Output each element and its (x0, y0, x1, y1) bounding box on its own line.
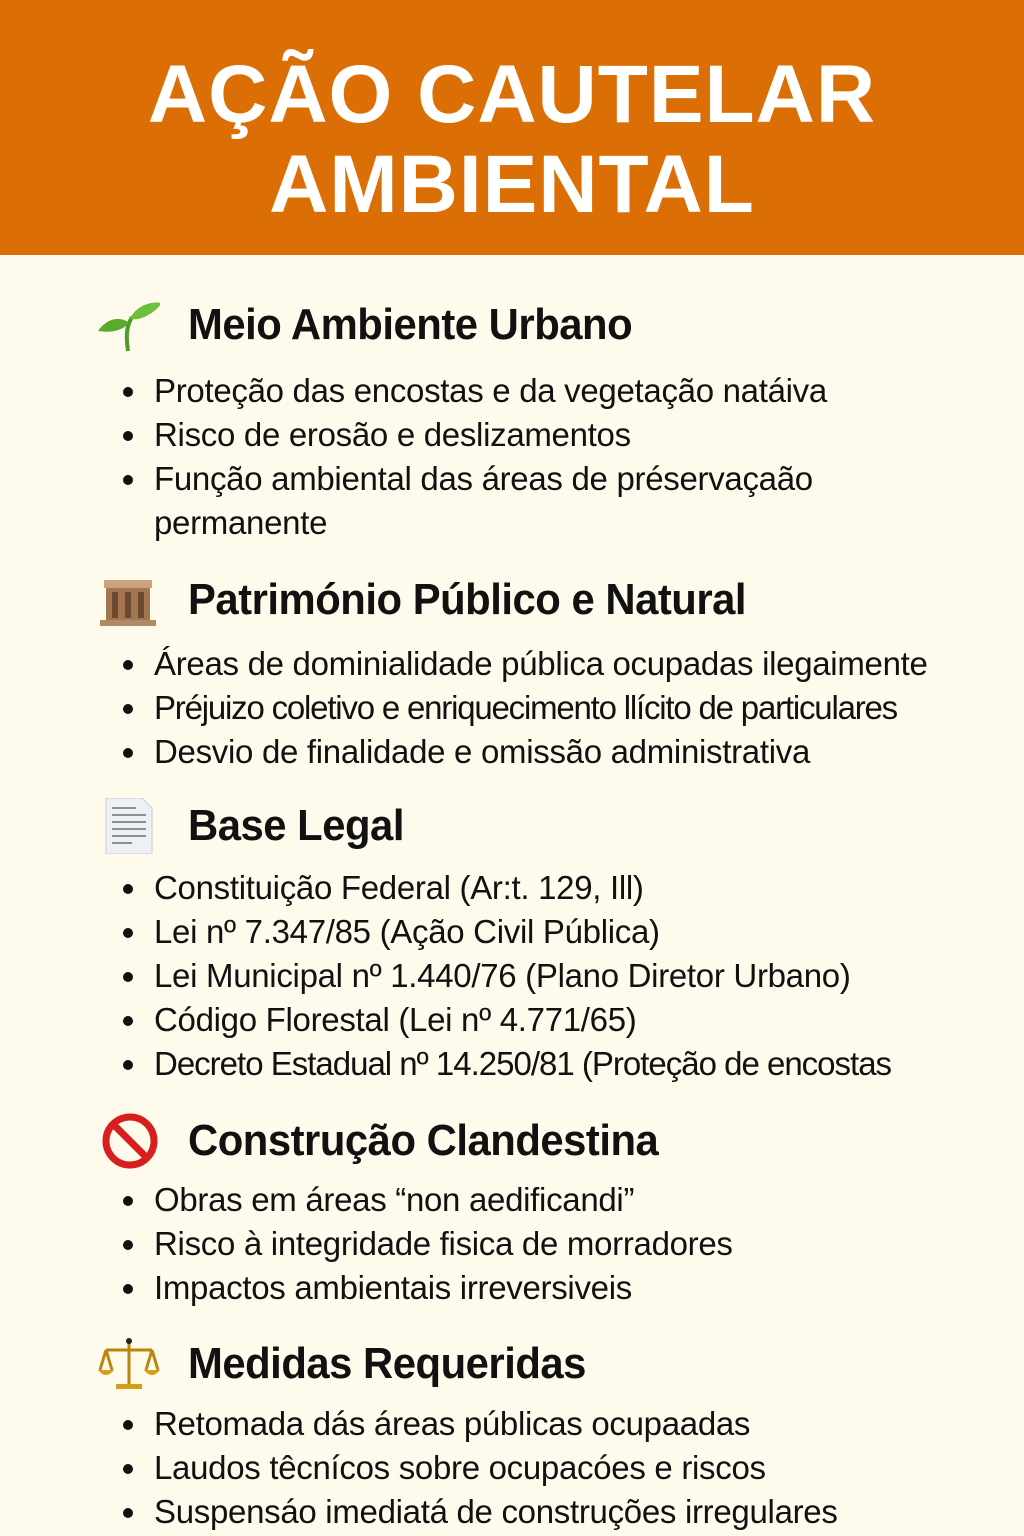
list-item: Risco de erosão e deslizamentos (0, 413, 827, 457)
bullet-list-construcao (0, 1178, 733, 1310)
seedling-icon (96, 297, 160, 353)
bullet-list-patrimonio (0, 642, 928, 774)
section-heading-patrimonio (96, 572, 775, 628)
list-item: Laudos têcnícos sobre ocupacóes e riscos (0, 1446, 838, 1490)
section-heading-construcao (96, 1113, 683, 1169)
document-icon (96, 798, 160, 854)
bullet-list-medidas (0, 1402, 838, 1534)
section-heading-meio-ambiente (96, 297, 656, 353)
list-item: Préjuizo coletivo e enriquecimento llícito de particulares (0, 686, 928, 730)
list-item: Função ambiental das áreas de préservaçaão (0, 457, 827, 501)
list-item: Constituição Federal (Ar:t. 129, Ill) (0, 866, 891, 910)
bullet-list-base-legal (0, 866, 891, 1086)
header-banner (0, 0, 1024, 255)
list-item: Retomada dás áreas públicas ocupaadas (0, 1402, 838, 1446)
balance-scale-icon (96, 1336, 160, 1392)
section-title: Meio Ambiente Urbano (188, 300, 633, 349)
bullet-list-meio-ambiente (0, 369, 827, 545)
section-title: Património Público e Natural (188, 575, 747, 624)
list-item: Impactos ambientais irreversiveis (0, 1266, 733, 1310)
list-item: Risco à integridade fisica de morradores (0, 1222, 733, 1266)
title-line-1: AÇÃO CAUTELAR (147, 49, 877, 140)
list-item: Proteção das encostas e da vegetação natáiva (0, 369, 827, 413)
list-item: Áreas de dominialidade pública ocupadas ilegaimente (0, 642, 928, 686)
prohibited-icon (96, 1113, 160, 1169)
list-item: Desvio de finalidade e omissão administrativa (0, 730, 928, 774)
section-heading-base-legal (96, 798, 415, 854)
list-item: Decreto Estadual nº 14.250/81 (Proteção de encostas (0, 1042, 891, 1086)
list-item: Suspensáo imediatá de construções irregulares (0, 1490, 838, 1534)
list-item: Código Florestal (Lei nº 4.771/65) (0, 998, 891, 1042)
title-line-2: AMBIENTAL (269, 139, 755, 230)
list-item: Obras em áreas “non aedificandi” (0, 1178, 733, 1222)
list-item: Lei nº 7.347/85 (Ação Civil Pública) (0, 910, 891, 954)
section-title: Medidas Requeridas (188, 1339, 586, 1388)
list-item-continuation: permanente (154, 504, 328, 541)
section-title: Construção Clandestina (188, 1116, 659, 1165)
section-title: Base Legal (188, 801, 404, 850)
section-heading-medidas (96, 1336, 607, 1392)
classical-building-icon (96, 572, 160, 628)
list-item: Lei Municipal nº 1.440/76 (Plano Diretor Urbano) (0, 954, 891, 998)
